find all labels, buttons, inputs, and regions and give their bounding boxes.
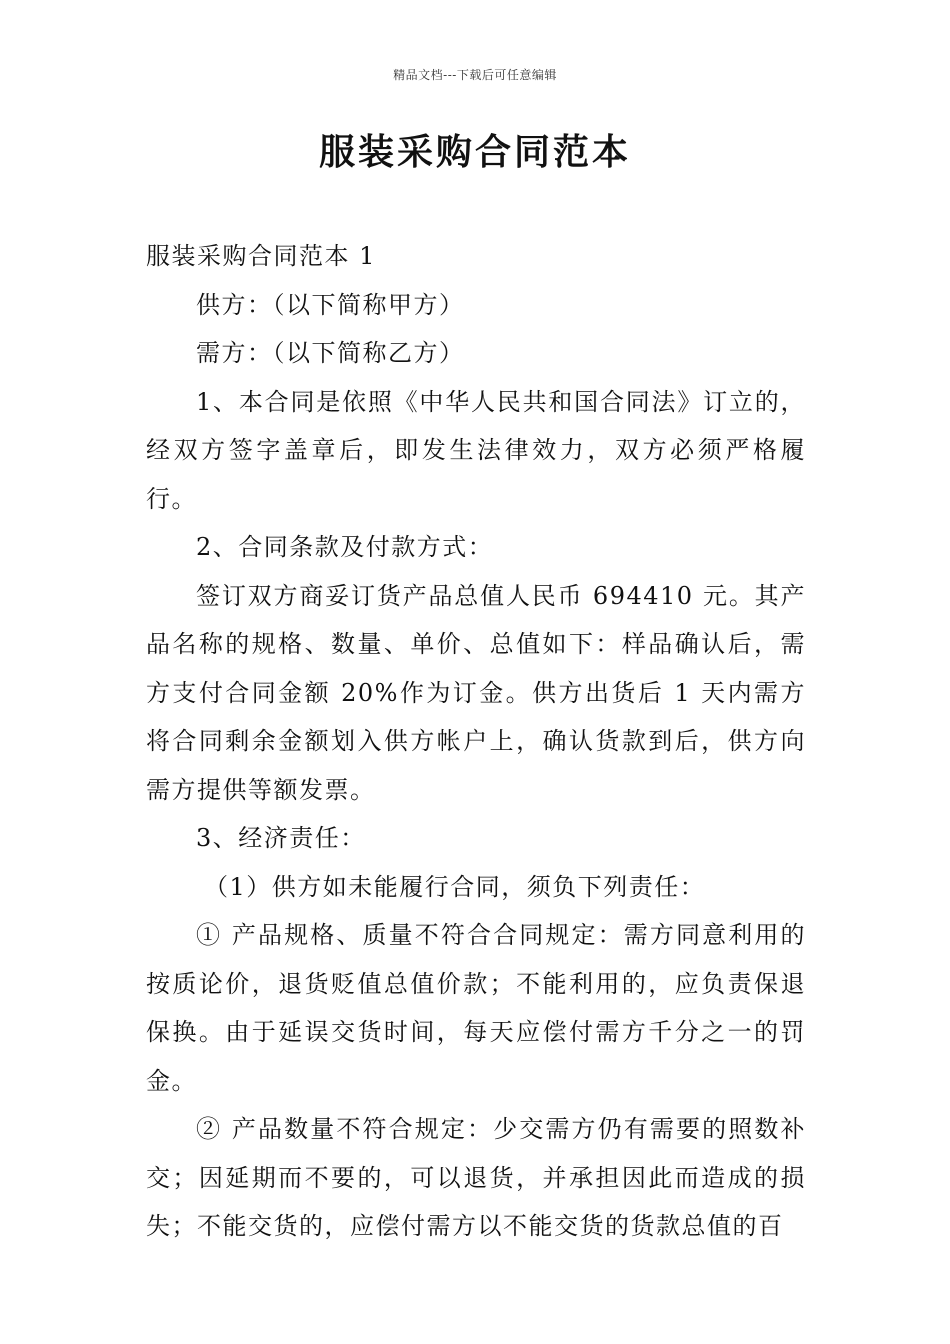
clause-3-heading: 3、经济责任： xyxy=(196,824,366,852)
clause-1: 1、本合同是依照《中华人民共和国合同法》订立的，经双方签字盖章后，即发生法律效力，双方必须严格履行。 xyxy=(146,387,806,513)
clause-2-heading: 2、合同条款及付款方式： xyxy=(196,533,494,561)
supplier-line: 供方：（以下简称甲方） xyxy=(196,290,465,319)
liability-item-2: ② 产品数量不符合规定：少交需方仍有需要的照数补交；因延期而不要的，可以退货，并承担因此而造成的损失；不能交货的，应偿付需方以不能交货的货款总值的百 xyxy=(146,1115,806,1240)
buyer-line: 需方：（以下简称乙方） xyxy=(196,339,465,367)
clause-2-body: 签订双方商妥订货产品总值人民币 694410 元。其产品名称的规格、数量、单价、总值如下：样品确认后，需方支付合同金额 20%作为订金。供方出货后 1 天内需方将合同剩余金额划入供方帐户上，确认货款到后，供方向需方提供等额发票。 xyxy=(146,581,806,804)
header-note: 精品文档---下载后可任意编辑 xyxy=(393,68,557,82)
liability-item-1: ① 产品规格、质量不符合合同规定：需方同意利用的按质论价，退货贬值总值价款；不能利用的，应负责保退保换。由于延误交货时间，每天应偿付需方千分之一的罚金。 xyxy=(146,921,806,1095)
section-heading: 服装采购合同范本 1 xyxy=(146,242,376,270)
document-body xyxy=(146,232,806,1251)
document-title: 服装采购合同范本 xyxy=(318,131,631,173)
clause-3-sub-1: （1）供方如未能履行合同，须负下列责任： xyxy=(204,872,706,901)
